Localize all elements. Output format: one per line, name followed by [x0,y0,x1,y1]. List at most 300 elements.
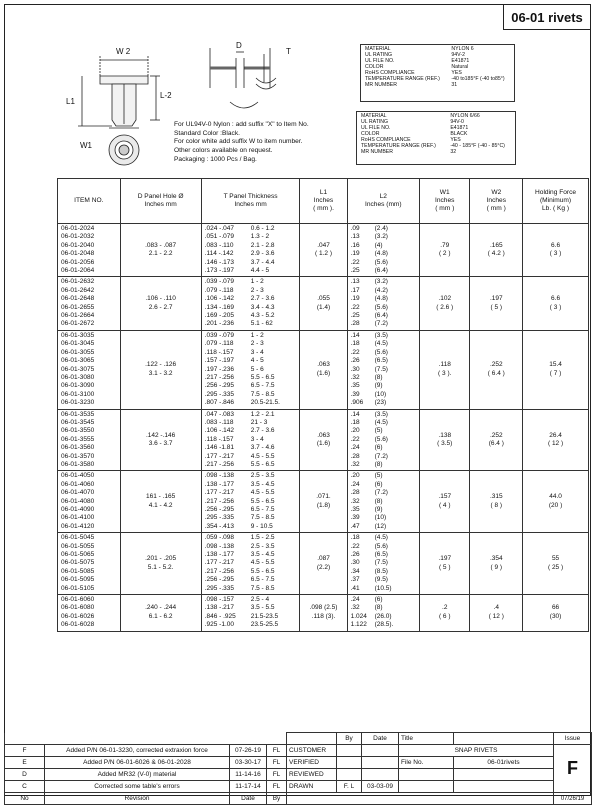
approval-date [362,769,399,781]
l2-mm: (5.6) [374,435,388,443]
w2-value: .197 ( 5 ) [470,277,523,330]
item-number: 06-01-4070 [61,489,95,497]
item-number: 06-01-3080 [61,373,95,381]
issue-label: Issue [554,733,592,745]
l2-line [351,543,416,551]
blank-cell [287,733,337,745]
spec-label: MATERIAL [365,46,391,52]
w2-value: .354 ( 9 ) [470,533,523,595]
approval-by [337,757,362,769]
spec-label: MATERIAL [361,113,387,119]
thickness-line [205,604,297,612]
thickness-line [205,278,297,286]
header-item: ITEM NO. [58,179,121,224]
spec-value: YES [450,136,461,143]
title-value: SNAP RIVETS [399,745,554,757]
header-holding-force: Holding Force (Minimum) Lb. ( Kg ) [523,179,589,224]
l2-inches: .22 [350,303,360,311]
l2-values [347,277,419,330]
thickness-inches: .217 -.256 [204,567,234,575]
l2-mm: (8) [374,460,383,468]
l2-inches: .906 [350,399,364,407]
spec-row [363,83,512,89]
l2-mm: (8) [374,604,383,612]
item-number: 06-01-5075 [61,559,95,567]
l2-inches: .25 [350,312,360,320]
l2-inches: .34 [350,567,360,575]
thickness-inches: .201 -.236 [204,320,234,328]
l2-inches: .20 [350,472,360,480]
l2-line [351,382,416,390]
l2-inches: .25 [350,267,360,275]
note-line: For color white add suffix W to item number. [174,138,303,146]
spec-value: 32 [450,148,457,155]
l1-value: .063 (1.6) [300,330,347,409]
thickness-inches: .098 -.138 [204,472,234,480]
revision-letter: D [5,769,45,781]
revision-row [5,745,592,757]
l1-value: .071. (1.8) [300,471,347,533]
revision-date: 03-30-17 [230,757,267,769]
thickness-inches: .217 -.256 [204,373,234,381]
approval-date [362,745,399,757]
item-number: 06-01-3560 [61,444,95,452]
item-number: 06-01-3075 [61,365,95,373]
label-w1: W1 [80,141,92,150]
l2-mm: (5.6) [374,542,388,550]
l2-mm: (8) [374,373,383,381]
l2-line [351,585,416,593]
approval-date: 03-03-09 [362,781,399,793]
l2-mm: (7.2) [374,489,388,497]
item-number: 06-01-3065 [61,357,95,365]
thickness-line [205,436,297,444]
l2-mm: (12) [374,522,387,530]
l2-line [351,411,416,419]
approval-role: REVIEWED [287,769,337,781]
header-t: T Panel Thickness Inches mm [201,179,300,224]
item-number: 06-01-2048 [61,250,95,258]
item-numbers [58,595,121,632]
label-t: T [286,47,291,56]
w2-value: .315 ( 8 ) [470,471,523,533]
spec-label: RoHS COMPLIANCE [361,136,411,143]
item-number: 06-01-2024 [61,225,95,232]
l2-values [347,533,419,595]
revision-date: 07-26-19 [230,745,267,757]
spec-value: BLACK [450,130,468,137]
note-line: For UL94V-0 Nylon : add suffix "X" to Item No. [174,121,309,128]
thickness-line [205,332,297,340]
blank-cell [399,781,454,793]
thickness-line [205,366,297,374]
l2-inches: .32 [350,373,360,381]
l2-mm: (6.4) [374,267,388,275]
item-number: 06-01-3035 [61,331,95,339]
holding-force: 55 ( 25 ) [523,533,589,595]
l2-inches: .41 [350,584,360,592]
thickness-inches: .157 -.197 [204,357,234,365]
item-number: 06-01-6060 [61,596,95,604]
thickness-line [205,320,297,328]
l2-mm: (10.5) [374,584,392,592]
thickness-line [205,374,297,382]
thickness-mm: 2.7 - 3.6 [250,295,275,303]
l2-line [351,506,416,514]
thickness-line [205,391,297,399]
thickness-mm: 7.5 - 8.5 [250,584,275,592]
l2-values [347,471,419,533]
l2-mm: (6.4) [374,312,388,320]
l2-inches: .47 [350,522,360,530]
rivet-spec-table [57,178,589,632]
w1-value: .102 ( 2.6 ) [420,277,470,330]
spec-value: NYLON 6 [451,46,474,52]
thickness-inches: .079 -.118 [204,340,234,348]
thickness-mm: 21 - 3 [250,418,268,426]
l2-inches: .24 [350,444,360,452]
thickness-line [205,576,297,584]
l2-mm: (4.8) [374,250,388,258]
doc-id: 06-01 rivets [503,4,591,30]
thickness-mm: 3.7 - 4.4 [250,258,275,266]
table-row [58,330,589,409]
label-w2: W 2 [116,47,131,56]
panel-hole: .201 - .205 5.1 - 5.2. [120,533,201,595]
thickness-mm: 1 - 2 [250,331,264,339]
l2-line [351,320,416,328]
item-number: 06-01-5055 [61,542,95,550]
w1-value: .138 ( 3.5) [420,409,470,471]
approval-role: DRAWN [287,781,337,793]
revision-description: Corrected some table's errors [45,781,230,793]
l2-inches: .14 [350,331,360,339]
table-row [58,277,589,330]
thickness-mm: 2.1 - 2.8 [250,241,275,249]
item-number: 06-01-2655 [61,303,95,311]
issue-value: F [554,745,592,793]
item-numbers [58,330,121,409]
blank-cell [454,733,554,745]
thickness-mm: 3 - 4 [250,348,264,356]
l2-inches: .37 [350,576,360,584]
panel-hole: .122 - .126 3.1 - 3.2 [120,330,201,409]
l2-mm: (3.5) [374,410,388,418]
item-number: 06-01-3570 [61,452,95,460]
l2-values [347,224,419,277]
thickness-inches: .138 -.177 [204,551,234,559]
l2-inches: .18 [350,340,360,348]
l2-line [351,357,416,365]
w1-value: .118 ( 3 ). [420,330,470,409]
item-number: 06-01-2032 [61,233,95,241]
l2-mm: (5.6) [374,303,388,311]
l2-line [351,287,416,295]
l2-inches: .30 [350,365,360,373]
footer-by: By [267,793,287,805]
thickness-line [205,340,297,348]
thickness-line [205,444,297,452]
thickness-mm: 23.5-25.5 [250,621,279,629]
l2-line [351,576,416,584]
l2-mm: (9) [374,506,383,513]
revision-letter: E [5,757,45,769]
label-d: D [236,41,242,50]
w2-value: .165 ( 4.2 ) [470,224,523,277]
thickness-inches: .846 - .925 [204,612,236,620]
thickness-line [205,506,297,514]
thickness-mm: 6.5 - 7.5 [250,506,275,513]
thickness-inches: .177 -.217 [204,452,234,460]
blank-cell [454,781,554,793]
l2-inches: .09 [350,225,360,232]
l2-mm: (5) [374,472,383,480]
revision-by: FL [267,781,287,793]
l2-inches: .22 [350,258,360,266]
l2-mm: (10) [374,514,387,522]
item-number: 06-01-6080 [61,604,95,612]
item-number: 06-01-2648 [61,295,95,303]
l2-line [351,419,416,427]
l2-line [351,259,416,267]
l2-inches: .26 [350,551,360,559]
thickness-mm: 4.4 - 5 [250,267,270,275]
thickness-inches: .138 -.177 [204,480,234,488]
l2-line [351,514,416,522]
approval-date [362,757,399,769]
l1-value: .047 ( 1.2 ) [300,224,347,277]
l2-inches: .35 [350,506,360,513]
holding-force: 6.6 ( 3 ) [523,224,589,277]
blank-cell [454,769,554,781]
w1-value: .2 ( 6 ) [420,595,470,632]
panel-hole: 161 - .165 4.1 - 4.2 [120,471,201,533]
l2-line [351,436,416,444]
approval-role: VERIFIED [287,757,337,769]
revision-row [5,769,592,781]
item-numbers [58,224,121,277]
l2-line [351,340,416,348]
label-l1: L1 [66,97,75,106]
thickness-line [205,568,297,576]
panel-hole: .142 -.146 3.6 - 3.7 [120,409,201,471]
item-number: 06-01-3545 [61,418,95,426]
l2-inches: .28 [350,489,360,497]
header-l1: L1 Inches ( mm ). [300,179,347,224]
l2-line [351,621,416,629]
l2-mm: (6) [374,596,383,604]
l2-mm: (10) [374,390,387,398]
l2-line [351,391,416,399]
l2-mm: (26.0) [374,612,392,620]
item-number: 06-01-2064 [61,267,95,275]
revision-row [5,781,592,793]
spec-label: UL RATING [361,118,389,125]
item-number: 06-01-5085 [61,567,95,575]
thickness-inches: .256 -.295 [204,382,234,390]
panel-thickness [201,409,300,471]
thickness-inches: .106 -.142 [204,295,234,303]
notes [174,121,309,165]
l2-inches: .22 [350,348,360,356]
thickness-line [205,498,297,506]
l2-mm: (4.5) [374,534,388,542]
item-number: 06-01-2672 [61,320,95,328]
approval-by [337,769,362,781]
thickness-mm: 21.5-23.5 [250,612,279,620]
thickness-line [205,259,297,267]
thickness-line [205,399,297,407]
spec-label: MR NUMBER [365,81,397,88]
item-number: 06-01-2664 [61,312,95,320]
thickness-mm: 2 - 3 [250,286,264,294]
thickness-inches: .098 -.157 [204,596,234,604]
l2-line [351,481,416,489]
panel-thickness [201,471,300,533]
thickness-line [205,250,297,258]
thickness-inches: .177 -.217 [204,489,234,497]
l2-line [351,399,416,407]
approval-date-header: Date [362,733,399,745]
l2-inches: .28 [350,452,360,460]
spec-value: E41871 [450,124,469,131]
title-label: Title [399,733,454,745]
thickness-line [205,621,297,629]
l2-mm: (7.5) [374,559,388,567]
thickness-line [205,304,297,312]
w2-value: .4 ( 12 ) [470,595,523,632]
table-row [58,224,589,277]
l2-values [347,330,419,409]
item-number: 06-01-2040 [61,241,95,249]
thickness-inches: .169 -.205 [204,312,234,320]
l2-inches: .32 [350,497,360,505]
thickness-line [205,427,297,435]
thickness-line [205,287,297,295]
spec-value: -40 - 185°F (-40 - 85°C) [450,142,505,149]
l2-inches: .22 [350,435,360,443]
l2-inches: .28 [350,320,360,328]
panel-thickness [201,224,300,277]
thickness-line [205,559,297,567]
thickness-mm: 5.1 - 62 [250,320,273,328]
l2-inches: 1.024 [350,612,367,620]
thickness-mm: 7.5 - 8.5 [250,390,275,398]
spec-value: Natural [451,63,469,70]
thickness-inches: .051 -.079 [204,233,234,241]
w2-value: .252 (6.4 ) [470,409,523,471]
revision-date: 11-14-16 [230,769,267,781]
l1-value: .098 (2.5) .118 (3). [300,595,347,632]
panel-thickness [201,595,300,632]
l2-mm: (7.2) [374,320,388,328]
revision-letter: F [5,745,45,757]
l2-mm: (8.5) [374,567,388,575]
l2-mm: (4) [374,241,383,249]
item-number: 06-01-4060 [61,480,95,488]
thickness-inches: .256 -.295 [204,506,234,513]
thickness-line [205,481,297,489]
item-number: 06-01-3090 [61,382,95,390]
item-number: 06-01-3580 [61,460,95,468]
thickness-line [205,225,297,233]
item-number: 06-01-3555 [61,435,95,443]
thickness-inches: .114 -.142 [204,250,234,258]
revision-letter: C [5,781,45,793]
thickness-mm: 4.5 - 5.5 [250,452,275,460]
thickness-inches: .295 -.335 [204,390,234,398]
l2-mm: (8) [374,497,383,505]
thickness-inches: .925 -1.00 [204,621,234,629]
panel-hole: .240 - .244 6.1 - 6.2 [120,595,201,632]
l2-inches: .26 [350,357,360,365]
spec-value: 94V-2 [451,51,465,58]
footer-no: No [5,793,45,805]
spec-value: YES [451,69,462,76]
l2-line [351,349,416,357]
blank-cell [399,769,454,781]
l2-line [351,472,416,480]
spec-label: MR NUMBER [361,148,393,155]
revision-by: FL [267,745,287,757]
revision-block [4,732,591,802]
l2-inches: .39 [350,514,360,522]
spec-label: UL FILE NO. [361,124,391,131]
l2-values [347,409,419,471]
thickness-line [205,411,297,419]
holding-force: 15.4 ( 7 ) [523,330,589,409]
thickness-line [205,349,297,357]
thickness-line [205,242,297,250]
l2-inches: .18 [350,418,360,426]
thickness-inches: .079 -.118 [204,286,234,294]
revision-description: Added MR32 (V-0) material [45,769,230,781]
l2-inches: .30 [350,559,360,567]
l2-inches: .16 [350,241,360,249]
thickness-inches: .047 -.083 [204,410,234,418]
thickness-line [205,312,297,320]
spec-label: TEMPERATURE RANGE (REF.) [361,142,436,149]
spec-value: 94V-0 [450,118,464,125]
holding-force: 6.6 ( 3 ) [523,277,589,330]
l2-inches: .17 [350,286,360,294]
holding-force: 66 (30) [523,595,589,632]
note-line: Other colors available on request. [174,147,273,155]
thickness-line [205,357,297,365]
issue-date: 07/26/19 [554,793,592,805]
item-numbers [58,409,121,471]
thickness-mm: 1.2 - 2.1 [250,410,275,418]
thickness-inches: .039 -.079 [204,278,234,286]
item-number: 06-01-3100 [61,390,95,398]
l2-inches: 1.122 [350,621,367,629]
l2-mm: (4.5) [374,340,388,348]
l2-inches: .39 [350,390,360,398]
l2-inches: .22 [350,542,360,550]
thickness-mm: 3.5 - 5.5 [250,604,275,612]
revision-header-row [5,733,592,745]
item-number: 06-01-6028 [61,621,95,629]
thickness-inches: .354 -.413 [204,522,234,530]
l2-mm: (3.5) [374,331,388,339]
l2-line [351,444,416,452]
holding-force: 44.0 (20 ) [523,471,589,533]
thickness-mm: 4.5 - 5.5 [250,559,275,567]
thickness-mm: 4 - 5 [250,357,264,365]
item-numbers [58,471,121,533]
thickness-line [205,382,297,390]
thickness-inches: .106 -.142 [204,427,234,435]
